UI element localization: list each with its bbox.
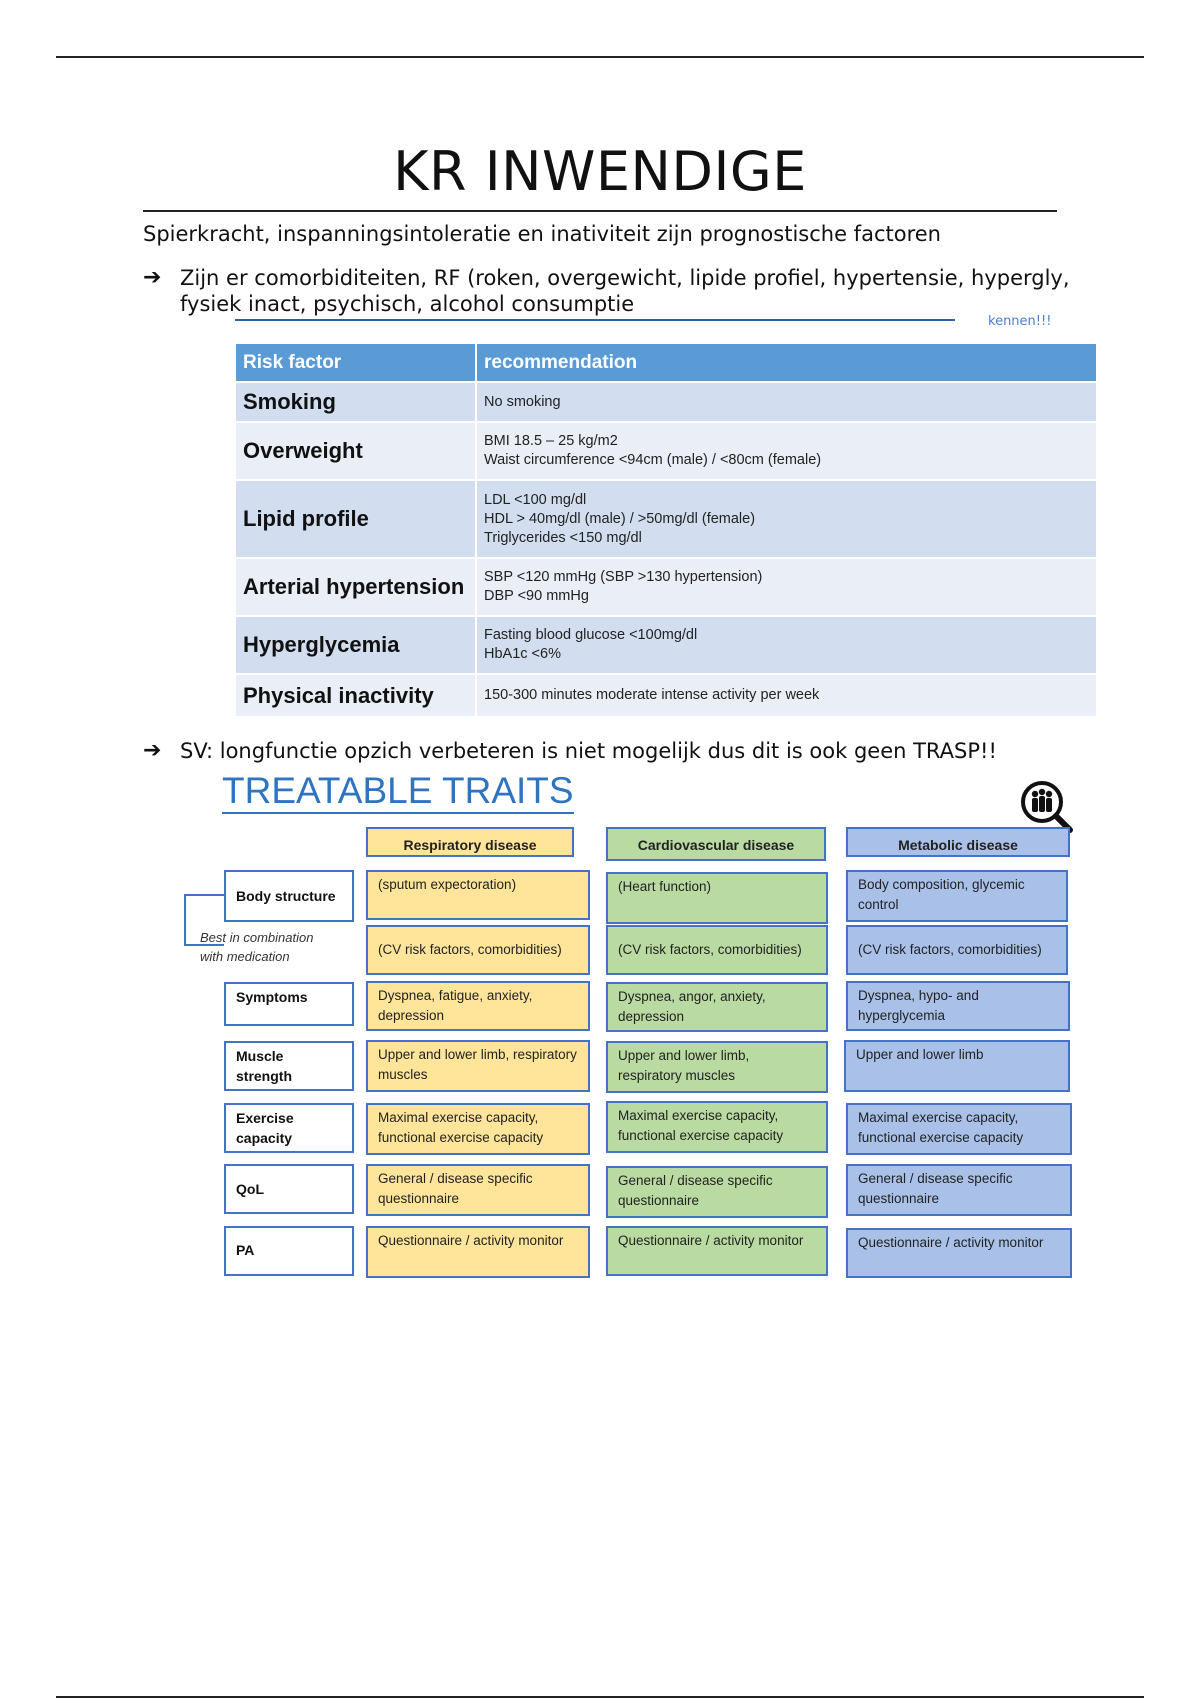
cell-respiratory: Upper and lower limb, respiratory muscles [366, 1040, 590, 1092]
risk-factor-cell: Physical inactivity [236, 674, 476, 716]
table-row [236, 382, 1097, 422]
blue-underline [235, 319, 955, 321]
risk-factor-cell: Arterial hypertension [236, 558, 476, 616]
table-row [236, 558, 1097, 616]
recommendation-line: No smoking [484, 393, 561, 410]
recommendation-cell [476, 422, 1097, 480]
column-header-cardiovascular: Cardiovascular disease [606, 827, 826, 861]
row-label-pa: PA [224, 1226, 354, 1276]
page-bottom-rule [56, 1696, 1144, 1698]
recommendation-cell [476, 480, 1097, 558]
cell-cardiovascular: Upper and lower limb, respiratory muscles [606, 1041, 828, 1093]
cell-cardiovascular: Dyspnea, angor, anxiety, depression [606, 982, 828, 1032]
cell-respiratory: General / disease specific questionnaire [366, 1164, 590, 1216]
recommendation-cell [476, 674, 1097, 716]
cell-respiratory: Questionnaire / activity monitor [366, 1226, 590, 1278]
header-risk-factor: Risk factor [236, 344, 476, 382]
cell-respiratory: Dyspnea, fatigue, anxiety, depression [366, 981, 590, 1031]
recommendation-line: 150-300 minutes moderate intense activity per week [484, 687, 820, 703]
recommendation-line: SBP <120 mmHg (SBP >130 hypertension) [484, 569, 763, 585]
bullet-comorbidities [143, 265, 1073, 317]
cell-metabolic: Questionnaire / activity monitor [846, 1228, 1072, 1278]
risk-factor-cell: Hyperglycemia [236, 616, 476, 674]
row-label-exercise-capacity: Exercise capacity [224, 1103, 354, 1153]
column-header-respiratory: Respiratory disease [366, 827, 574, 857]
column-header-metabolic: Metabolic disease [846, 827, 1070, 857]
recommendation-line: Triglycerides <150 mg/dl [484, 529, 642, 546]
recommendation-line: HbA1c <6% [484, 646, 561, 662]
risk-table-header [236, 344, 1097, 382]
page-title: KR INWENDIGE [393, 140, 807, 203]
risk-factor-table [236, 344, 1098, 716]
row-label-muscle-strength: Muscle strength [224, 1041, 354, 1091]
cell-metabolic: (CV risk factors, comorbidities) [846, 925, 1068, 975]
intro-text: Spierkracht, inspanningsintoleratie en inativiteit zijn prognostische factoren [143, 222, 941, 246]
risk-factor-cell: Smoking [236, 382, 476, 422]
bullet-comorbidities-text: Zijn er comorbiditeiten, RF (roken, overgewicht, lipide profiel, hypertensie, hypergly, fysiek inact, psychisch, alcohol consumptie [180, 266, 1070, 316]
row-label-body-structure: Body structure [224, 870, 354, 922]
treatable-traits-title: TREATABLE TRAITS [222, 770, 574, 814]
bullet-sv-text: SV: longfunctie opzich verbeteren is niet mogelijk dus dit is ook geen TRASP!! [180, 739, 997, 763]
cell-metabolic: Upper and lower limb [844, 1040, 1070, 1092]
recommendation-cell [476, 558, 1097, 616]
table-row [236, 616, 1097, 674]
header-recommendation: recommendation [476, 344, 1097, 382]
medication-note: Best in combination with medication [200, 930, 314, 964]
risk-factor-cell: Overweight [236, 422, 476, 480]
treatable-traits-figure [180, 770, 1080, 1290]
page-top-rule [56, 56, 1144, 58]
cell-cardiovascular: Questionnaire / activity monitor [606, 1226, 828, 1276]
cell-metabolic: General / disease specific questionnaire [846, 1164, 1072, 1216]
row-label-symptoms: Symptoms [224, 982, 354, 1026]
risk-factor-cell: Lipid profile [236, 480, 476, 558]
table-row [236, 422, 1097, 480]
cell-cardiovascular: (CV risk factors, comorbidities) [606, 925, 828, 975]
cell-metabolic: Body composition, glycemic control [846, 870, 1068, 922]
recommendation-line: LDL <100 mg/dl [484, 491, 587, 508]
table-row [236, 480, 1097, 558]
cell-cardiovascular: Maximal exercise capacity, functional exercise capacity [606, 1101, 828, 1153]
bullet-sv-note [143, 738, 1103, 764]
arrow-bullet-icon: ➔ [143, 738, 162, 763]
recommendation-line: Waist circumference <94cm (male) / <80cm (female) [484, 452, 822, 468]
cell-respiratory: Maximal exercise capacity, functional exercise capacity [366, 1103, 590, 1155]
recommendation-line: BMI 18.5 – 25 kg/m2 [484, 433, 618, 449]
cell-metabolic: Maximal exercise capacity, functional exercise capacity [846, 1103, 1072, 1155]
recommendation-line: Fasting blood glucose <100mg/dl [484, 627, 698, 643]
recommendation-line: DBP <90 mmHg [484, 588, 589, 604]
title-underline [143, 210, 1057, 212]
people-magnifier-icon [1018, 778, 1074, 834]
recommendation-cell [476, 382, 1097, 422]
table-row [236, 674, 1097, 716]
cell-cardiovascular: (Heart function) [606, 872, 828, 924]
recommendation-cell [476, 616, 1097, 674]
cell-cardiovascular: General / disease specific questionnaire [606, 1166, 828, 1218]
cell-metabolic: Dyspnea, hypo- and hyperglycemia [846, 981, 1070, 1031]
arrow-bullet-icon: ➔ [143, 265, 162, 290]
cell-respiratory: (CV risk factors, comorbidities) [366, 925, 590, 975]
row-label-qol: QoL [224, 1164, 354, 1214]
kennen-note: kennen!!! [988, 314, 1052, 329]
recommendation-line: HDL > 40mg/dl (male) / >50mg/dl (female) [484, 510, 756, 527]
cell-respiratory: (sputum expectoration) [366, 870, 590, 920]
